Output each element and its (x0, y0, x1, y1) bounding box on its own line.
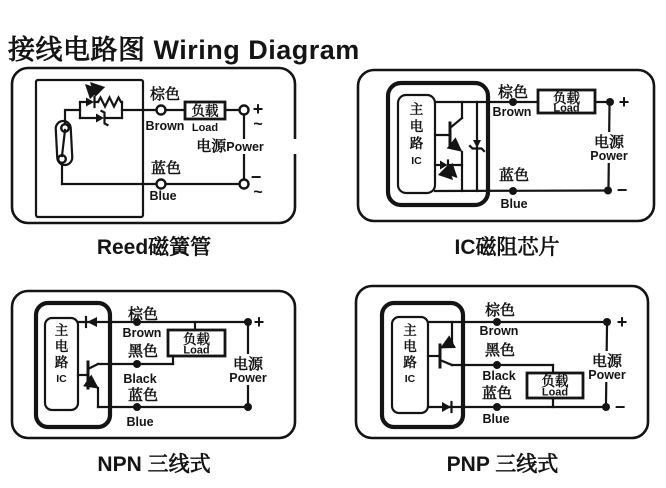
load-label-en: Load (191, 122, 219, 134)
minus-sign: − (250, 167, 262, 187)
plus-sign: + (618, 92, 630, 112)
brown-label-en: Brown (492, 105, 532, 119)
blue-terminal (133, 403, 141, 411)
svg-text:IC: IC (404, 373, 416, 385)
ic-circuit-drawing (356, 68, 658, 225)
plus-sign: + (616, 312, 628, 332)
main-circuit-ic-label (55, 322, 69, 385)
pnp-circuit-drawing (354, 284, 651, 442)
blue-label-en: Blue (126, 415, 154, 429)
blue-wire (435, 191, 608, 192)
power-label-cn: 电源 (591, 353, 623, 370)
npn-circuit-drawing (10, 288, 298, 444)
load-label-cn: 负载 (541, 374, 569, 389)
panel-pnp (354, 284, 651, 442)
svg-text:路: 路 (403, 355, 417, 370)
main-circuit-ic-label (403, 322, 417, 385)
blue-label-cn: 蓝色 (127, 387, 159, 404)
power-label-en: Power (229, 371, 267, 385)
plus-sign: + (253, 312, 265, 332)
blue-label-cn: 蓝色 (481, 385, 513, 402)
brown-label-cn: 棕色 (484, 302, 516, 319)
reed-circuit-drawing (10, 64, 298, 226)
power-label-en: Power (588, 368, 626, 382)
minus-terminal (604, 187, 612, 195)
panel-reed (10, 64, 298, 226)
plus-sign: + (252, 99, 264, 119)
load-label-cn: 负载 (553, 91, 580, 106)
svg-text:路: 路 (409, 136, 424, 151)
power-label: 电源Power (196, 138, 264, 155)
caption-npn: NPN 三线式 (97, 453, 211, 476)
blue-terminal (157, 180, 166, 189)
caption-reed: Reed磁簧管 (96, 236, 212, 259)
supply-bottom-terminal (244, 403, 252, 411)
transistor-symbol (435, 102, 462, 191)
transistor-symbol (428, 322, 452, 367)
brown-label-en: Brown (145, 119, 185, 133)
power-label-en: Power (590, 149, 628, 163)
minus-terminal (602, 403, 610, 411)
load-label-en: Load (183, 344, 210, 357)
brown-label-cn: 棕色 (149, 86, 181, 103)
caption-pnp: PNP 三线式 (446, 453, 559, 476)
black-terminal (493, 361, 501, 369)
led-light-arrow (92, 84, 99, 91)
svg-text:路: 路 (54, 355, 69, 370)
minus-terminal (240, 180, 249, 189)
transistor-symbol (78, 362, 98, 407)
blue-terminal (493, 403, 501, 411)
panel-ic (356, 68, 658, 225)
svg-text:主: 主 (403, 323, 417, 338)
plus-terminal (244, 318, 252, 326)
minus-sign: − (616, 180, 628, 200)
page-title: 接线电路图 Wiring Diagram (8, 35, 360, 66)
reed-switch-symbol (55, 121, 72, 166)
svg-text:电: 电 (54, 339, 69, 354)
svg-text:IC: IC (411, 155, 422, 167)
power-label-cn: 电源 (232, 356, 264, 373)
plus-terminal (606, 98, 614, 106)
zener-diode-symbol (470, 102, 484, 191)
black-label-cn: 黑色 (484, 342, 516, 359)
blue-terminal (509, 187, 517, 195)
black-label-en: Black (482, 369, 516, 383)
load-label-en: Load (553, 102, 580, 115)
svg-text:主: 主 (409, 102, 424, 117)
svg-text:电: 电 (409, 119, 424, 134)
svg-text:IC: IC (56, 373, 67, 385)
black-terminal (133, 360, 141, 368)
led-light-arrow (444, 171, 451, 178)
black-label-en: Black (123, 372, 157, 386)
minus-sign: − (614, 397, 626, 417)
svg-text:主: 主 (54, 323, 69, 338)
load-label-cn: 负载 (191, 103, 219, 119)
led-light-arrow (449, 169, 456, 176)
brown-label-cn: 棕色 (127, 306, 159, 323)
led-triangle (86, 98, 94, 107)
protection-diode-symbol (442, 402, 452, 412)
resistor-zigzag (98, 98, 122, 107)
svg-text:电: 电 (403, 339, 417, 354)
blue-label-cn: 蓝色 (498, 167, 530, 184)
protection-diode-symbol (86, 317, 97, 327)
blue-label-en: Blue (149, 189, 177, 203)
brown-label-cn: 棕色 (497, 84, 529, 101)
black-label-cn: 黑色 (127, 343, 159, 360)
main-circuit-ic-label (410, 101, 424, 167)
blue-label-cn: 蓝色 (150, 160, 182, 177)
brown-terminal (157, 106, 166, 115)
led-resistor-zener-network (80, 84, 122, 125)
power-label-cn: 电源 (593, 134, 625, 151)
plus-terminal (603, 318, 611, 326)
led-light-arrow (87, 86, 94, 93)
ac-tilde: ~ (253, 184, 263, 201)
panel-npn (10, 288, 298, 444)
blue-label-en: Blue (500, 197, 528, 211)
zener-triangle (96, 114, 104, 123)
led-symbol (435, 161, 462, 179)
brown-label-en: Brown (479, 324, 519, 338)
plus-terminal (240, 106, 249, 115)
blue-label-en: Blue (482, 412, 510, 426)
brown-label-en: Brown (122, 326, 162, 340)
load-label-cn: 负载 (183, 332, 210, 347)
caption-ic: IC磁阻芯片 (454, 236, 560, 259)
ac-tilde: ~ (253, 116, 263, 133)
load-label-en: Load (541, 386, 569, 399)
